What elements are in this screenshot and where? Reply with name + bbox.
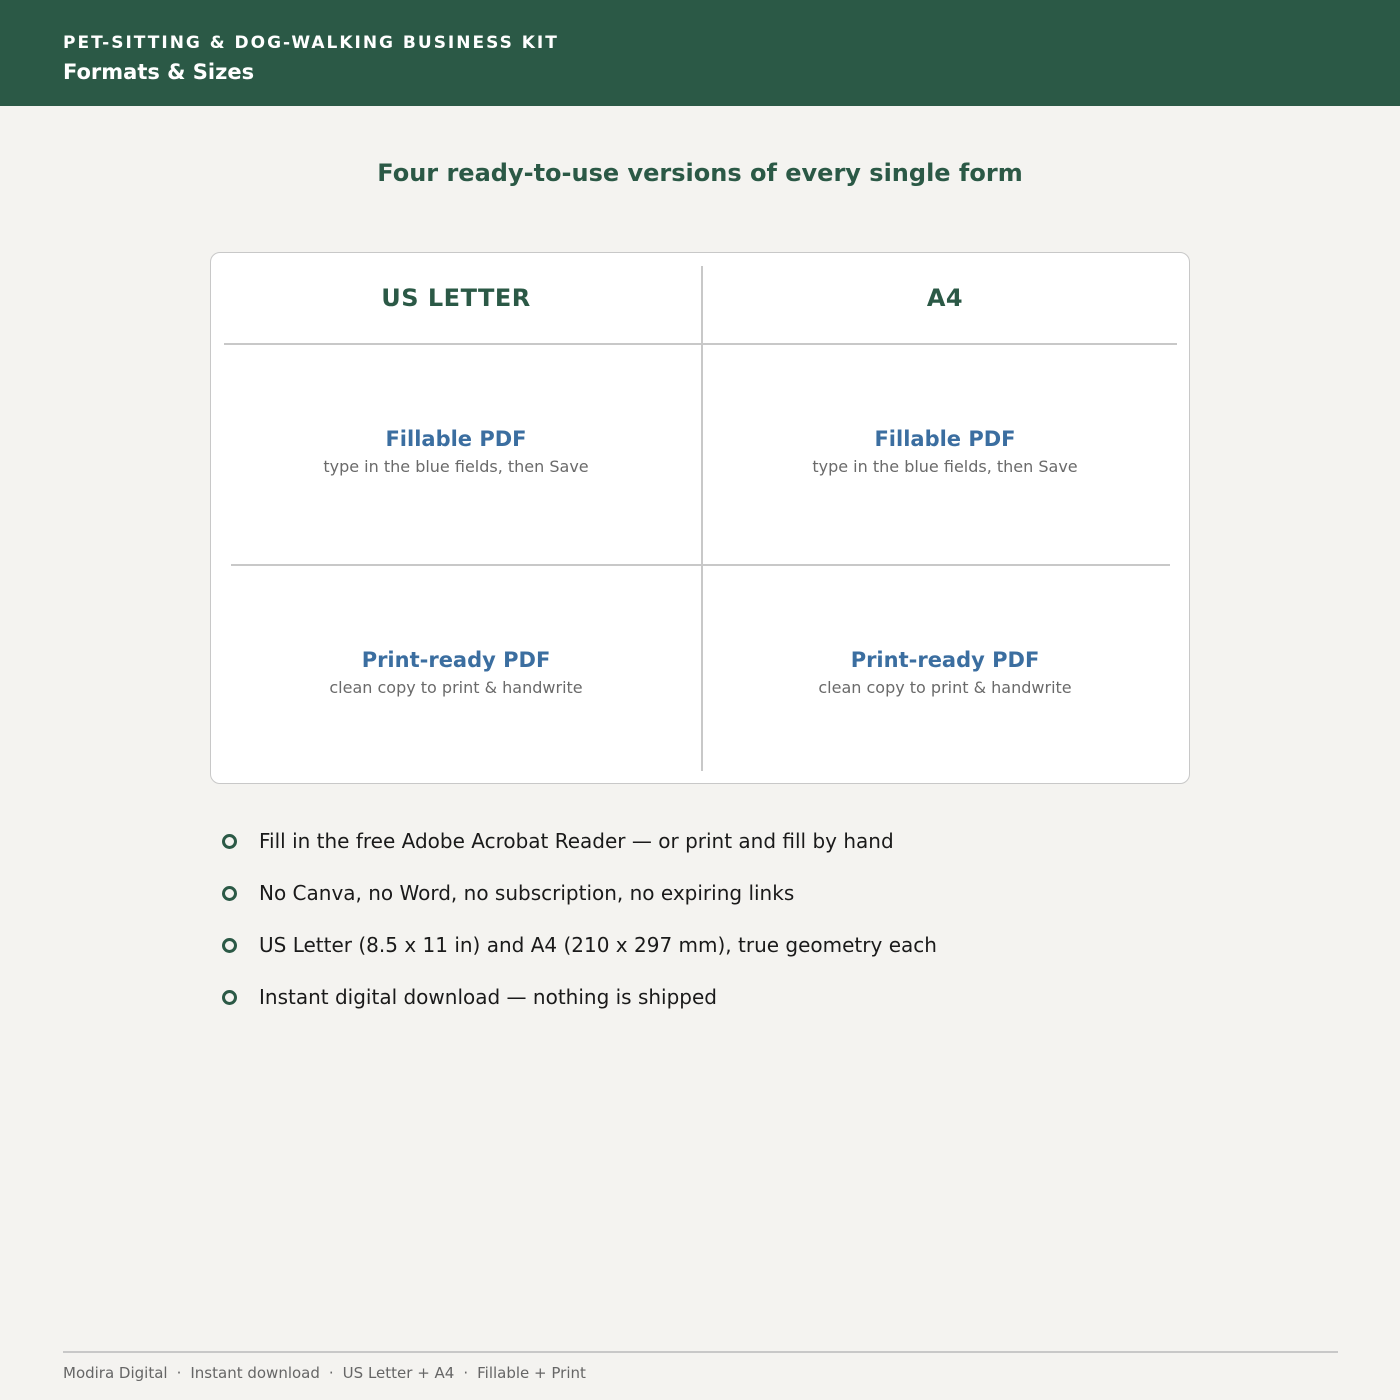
format-title: Print-ready PDF <box>850 648 1040 672</box>
circle-bullet-icon <box>222 938 237 953</box>
feature-text: Instant digital download — nothing is shipped <box>259 985 717 1009</box>
header-banner <box>0 0 1400 106</box>
footer-item-formats: Fillable + Print <box>477 1364 586 1382</box>
cell-a4-print <box>700 647 1190 698</box>
footer-separator: · <box>463 1364 469 1382</box>
feature-text: US Letter (8.5 x 11 in) and A4 (210 x 297 mm), true geometry each <box>259 933 937 957</box>
formats-card <box>210 252 1190 784</box>
format-title: Print-ready PDF <box>361 648 551 672</box>
footer-item-download: Instant download <box>190 1364 320 1382</box>
kit-title: PET-SITTING & DOG-WALKING BUSINESS KIT <box>63 33 559 53</box>
format-description: type in the blue fields, then Save <box>323 457 589 476</box>
header-divider <box>224 343 1177 345</box>
row-divider <box>231 564 1170 566</box>
format-title: Fillable PDF <box>385 427 527 451</box>
footer-separator: · <box>176 1364 182 1382</box>
feature-list <box>222 826 1182 1034</box>
circle-bullet-icon <box>222 990 237 1005</box>
cell-us-letter-fillable <box>211 426 701 477</box>
format-title: Fillable PDF <box>874 427 1016 451</box>
footer <box>63 1364 586 1382</box>
feature-item <box>222 826 1182 878</box>
cell-a4-fillable <box>700 426 1190 477</box>
cell-us-letter-print <box>211 647 701 698</box>
circle-bullet-icon <box>222 886 237 901</box>
format-description: clean copy to print & handwrite <box>818 678 1072 697</box>
format-description: type in the blue fields, then Save <box>812 457 1078 476</box>
feature-text: No Canva, no Word, no subscription, no expiring links <box>259 881 795 905</box>
column-header-us-letter: US LETTER <box>381 284 531 312</box>
feature-text: Fill in the free Adobe Acrobat Reader — or print and fill by hand <box>259 829 894 853</box>
footer-item-sizes: US Letter + A4 <box>342 1364 455 1382</box>
feature-item <box>222 878 1182 930</box>
footer-separator: · <box>328 1364 334 1382</box>
page-headline: Four ready-to-use versions of every single form <box>377 159 1023 187</box>
footer-brand: Modira Digital <box>63 1364 168 1382</box>
feature-item <box>222 982 1182 1034</box>
column-header-a4: A4 <box>926 284 964 312</box>
footer-divider <box>63 1351 1338 1353</box>
feature-item <box>222 930 1182 982</box>
format-description: clean copy to print & handwrite <box>329 678 583 697</box>
circle-bullet-icon <box>222 834 237 849</box>
page-subtitle: Formats & Sizes <box>63 60 255 84</box>
